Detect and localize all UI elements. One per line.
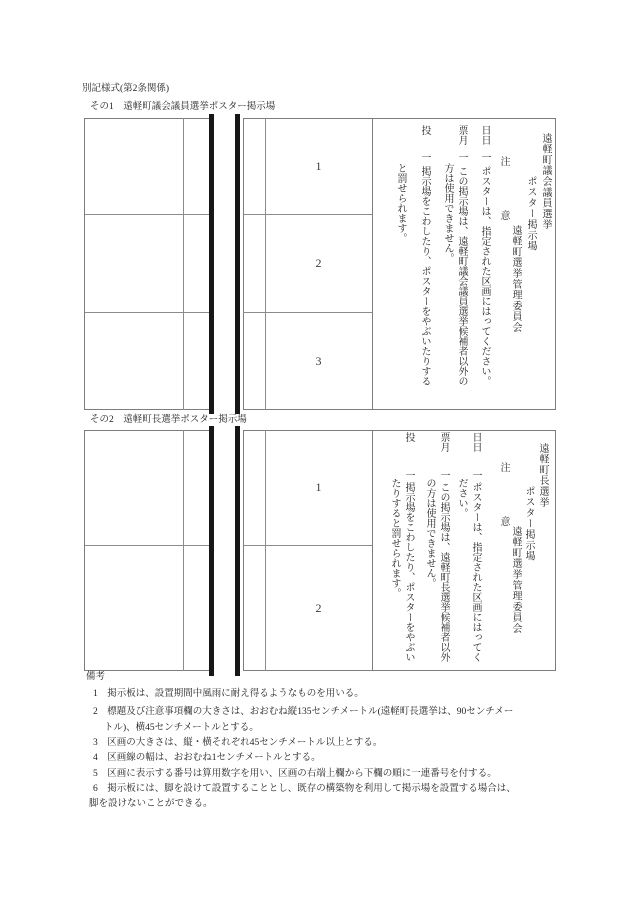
- section1-label: その1 遠軽町議会議員選挙ポスター掲示場: [90, 102, 276, 112]
- board2-number-column-line: [265, 430, 266, 671]
- board2-break-bar-left: [209, 426, 214, 676]
- form-label: 別記様式(第2条関係): [82, 84, 170, 94]
- notice-date-header: 投: [403, 432, 414, 442]
- board1-left-column-line: [183, 118, 184, 410]
- board2-notice-panel: [372, 430, 556, 671]
- notice-item-text: この掲示場は、遠軽町長選挙候補者以外: [438, 482, 449, 662]
- section-number: 1: [315, 159, 322, 173]
- notes-line-6: 6 掲示板には、脚を設けて設置することとし、既存の構築物を利用して掲示場を設置する場合は、: [93, 784, 516, 794]
- section-number: 3: [315, 354, 322, 368]
- notice-item-text: たりすると罰せられます。: [389, 478, 400, 598]
- section-number: 1: [315, 480, 322, 494]
- notice-date-header: 日日: [470, 432, 481, 452]
- notice-item-bullet: 一: [403, 470, 414, 480]
- board2-right-row-divider: [243, 545, 372, 546]
- notice-board-title: ポスター掲示場: [523, 486, 534, 562]
- board1-right-row-divider-2: [243, 312, 372, 313]
- notice-date-header: 票月: [456, 125, 467, 145]
- notice-committee: 遠軽町選挙管理委員会: [510, 225, 521, 333]
- notice-committee: 遠軽町選挙管理委員会: [510, 526, 521, 634]
- board1-notice-panel: [372, 118, 556, 410]
- notice-item-text: ださい。: [456, 478, 467, 518]
- notice-date-header: 票月: [438, 432, 449, 452]
- notes-line-2: 2 標題及び注意事項欄の大きさは、おおむね縦135センチメートル(遠軽町長選挙は、90センチメー: [93, 707, 514, 717]
- notice-item-bullet: 一: [479, 152, 490, 162]
- section-number: 2: [315, 256, 322, 270]
- notice-election-title: 遠軽町議会議員選挙: [540, 133, 551, 231]
- notice-item-text: と罰せられます。: [395, 163, 406, 243]
- notes-line-3: 3 区画の大きさは、縦・横それぞれ45センチメートル以上とする。: [93, 738, 383, 748]
- notes-line-1: 1 掲示板は、設置期間中風雨に耐え得るようなものを用いる。: [93, 689, 364, 699]
- notice-item-text: ポスターは、指定された区画にはってください。: [479, 166, 490, 386]
- board2-left-row-divider: [85, 545, 209, 546]
- board1-left-row-divider-2: [85, 312, 209, 313]
- board1-break-bar-left: [209, 114, 214, 414]
- board2-left-column-line: [183, 430, 184, 671]
- notice-item-text: 掲示場をこわしたり、ポスターをやぶい: [403, 482, 414, 662]
- board1-break-bar-right: [235, 114, 240, 414]
- notice-attention-label: 注 意: [498, 156, 509, 221]
- board2-break-bar-right: [235, 426, 240, 676]
- board2-right-panel: [243, 430, 372, 671]
- notes-line-6-continuation: 脚を設けないことができる。: [89, 799, 213, 809]
- notice-item-text: ポスターは、指定された区画にはってく: [470, 482, 481, 662]
- notice-item-bullet: 一: [419, 152, 430, 162]
- notice-item-text: 方は使用できません。: [442, 163, 453, 263]
- notes-line-2-continuation: トル)、横45センチメートルとする。: [104, 723, 259, 733]
- board1-left-row-divider-1: [85, 214, 209, 215]
- notice-attention-label: 注 意: [498, 462, 509, 527]
- board2-left-panel: [84, 430, 209, 671]
- notice-item-bullet: 一: [438, 470, 449, 480]
- board1-right-row-divider-1: [243, 214, 372, 215]
- notes-heading: 備考: [86, 672, 106, 682]
- notes-line-5: 5 区画に表示する番号は算用数字を用い、区画の右端上欄から下欄の順に一連番号を付する。: [93, 769, 497, 779]
- notice-item-text: この掲示場は、遠軽町議会議員選挙候補者以外の: [456, 166, 467, 386]
- notice-item-text: の方は使用できません。: [424, 478, 435, 588]
- section2-label: その2 遠軽町長選挙ポスター掲示場: [90, 415, 247, 425]
- notice-item-bullet: 一: [456, 152, 467, 162]
- notice-election-title: 遠軽町長選挙: [537, 443, 548, 508]
- notice-item-bullet: 一: [470, 470, 481, 480]
- notice-board-title: ポスター掲示場: [525, 176, 536, 252]
- notice-item-text: 掲示場をこわしたり、ポスターをやぶいたりする: [419, 166, 430, 386]
- section-number: 2: [315, 601, 322, 615]
- notes-line-4: 4 区画線の幅は、おおむね1センチメートルとする。: [93, 753, 321, 763]
- board1-left-panel: [84, 118, 209, 410]
- notice-date-header: 日日: [479, 125, 490, 145]
- notice-date-header: 投: [419, 125, 430, 135]
